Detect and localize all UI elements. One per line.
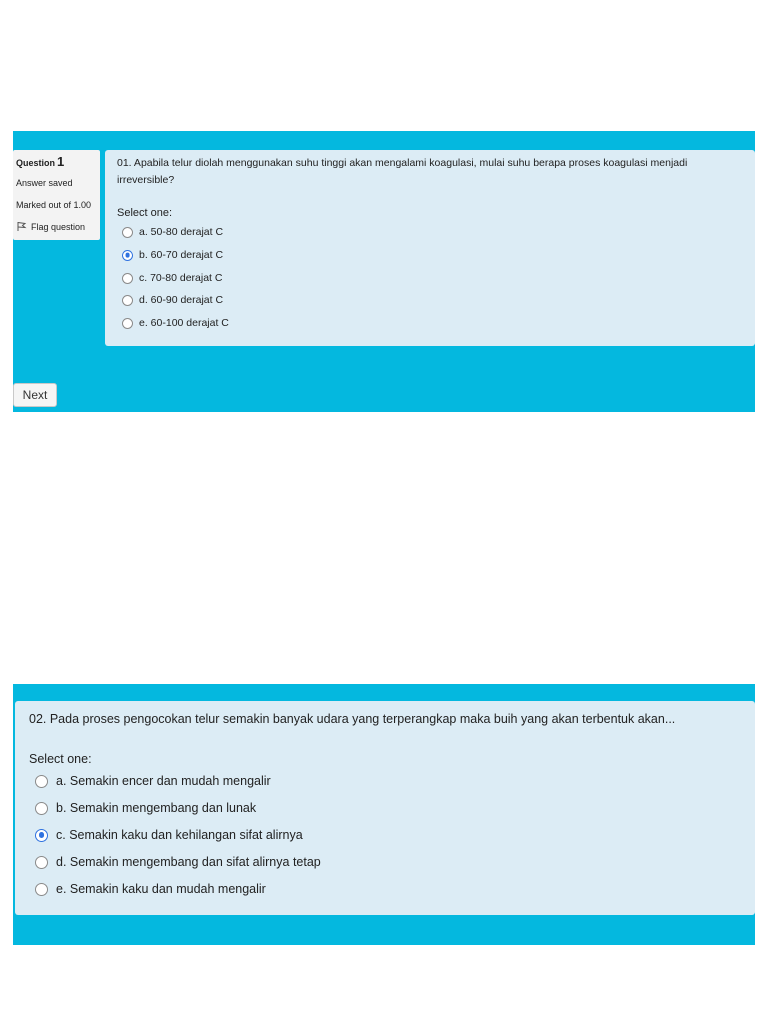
- next-button[interactable]: Next: [13, 383, 57, 407]
- question1-option-d[interactable]: [122, 294, 223, 306]
- radio-button[interactable]: [35, 856, 48, 869]
- question-number-label: [16, 154, 64, 169]
- radio-button[interactable]: [35, 775, 48, 788]
- question1-select-prompt: Select one:: [117, 207, 173, 219]
- option-label: e. 60-100 derajat C: [139, 317, 229, 329]
- option-label: e. Semakin kaku dan mudah mengalir: [56, 882, 266, 896]
- radio-button[interactable]: [35, 883, 48, 896]
- option-label: b. 60-70 derajat C: [139, 249, 224, 261]
- option-label: c. 70-80 derajat C: [139, 272, 223, 284]
- question2-select-prompt: Select one:: [29, 752, 92, 766]
- question-state: Answer saved: [16, 178, 73, 188]
- question1-option-e[interactable]: [122, 317, 229, 329]
- radio-button[interactable]: [35, 802, 48, 815]
- question-label: Question: [16, 158, 56, 168]
- radio-button[interactable]: [122, 318, 133, 329]
- radio-button[interactable]: [122, 227, 133, 238]
- radio-button-selected[interactable]: [122, 250, 133, 261]
- question1-text-line1: 01. Apabila telur diolah menggunakan suhu tinggi akan mengalami koagulasi, mulai suhu berapa proses koagulasi menjadi: [117, 157, 688, 169]
- radio-button-selected[interactable]: [35, 829, 48, 842]
- question1-option-c[interactable]: [122, 272, 222, 284]
- option-label: b. Semakin mengembang dan lunak: [56, 801, 257, 815]
- question-marks: Marked out of 1.00: [16, 200, 92, 210]
- flag-question-label: Flag question: [31, 221, 86, 232]
- question2-option-d[interactable]: [35, 855, 321, 869]
- option-label: a. Semakin encer dan mudah mengalir: [56, 774, 271, 788]
- question2-text: 02. Pada proses pengocokan telur semakin banyak udara yang terperangkap maka buih yang akan terbentuk akan...: [29, 712, 676, 726]
- question2-option-e[interactable]: [35, 882, 266, 896]
- question2-option-b[interactable]: [35, 801, 256, 815]
- question-number: 1: [57, 154, 65, 169]
- radio-button[interactable]: [122, 273, 133, 284]
- flag-question-link[interactable]: [16, 221, 85, 232]
- option-label: d. 60-90 derajat C: [139, 294, 224, 306]
- question2-content-panel: [15, 701, 755, 915]
- option-label: d. Semakin mengembang dan sifat alirnya tetap: [56, 855, 321, 869]
- question2-option-c[interactable]: [35, 828, 303, 842]
- flag-icon: [16, 221, 27, 232]
- radio-button[interactable]: [122, 295, 133, 306]
- question1-text-line2: irreversible?: [117, 174, 175, 186]
- option-label: c. Semakin kaku dan kehilangan sifat alirnya: [56, 828, 303, 842]
- question2-option-a[interactable]: [35, 774, 271, 788]
- option-label: a. 50-80 derajat C: [139, 226, 224, 238]
- question1-option-b[interactable]: [122, 249, 223, 261]
- question-info-box: [13, 150, 100, 240]
- question1-content-panel: [105, 150, 755, 346]
- question1-option-a[interactable]: [122, 226, 223, 238]
